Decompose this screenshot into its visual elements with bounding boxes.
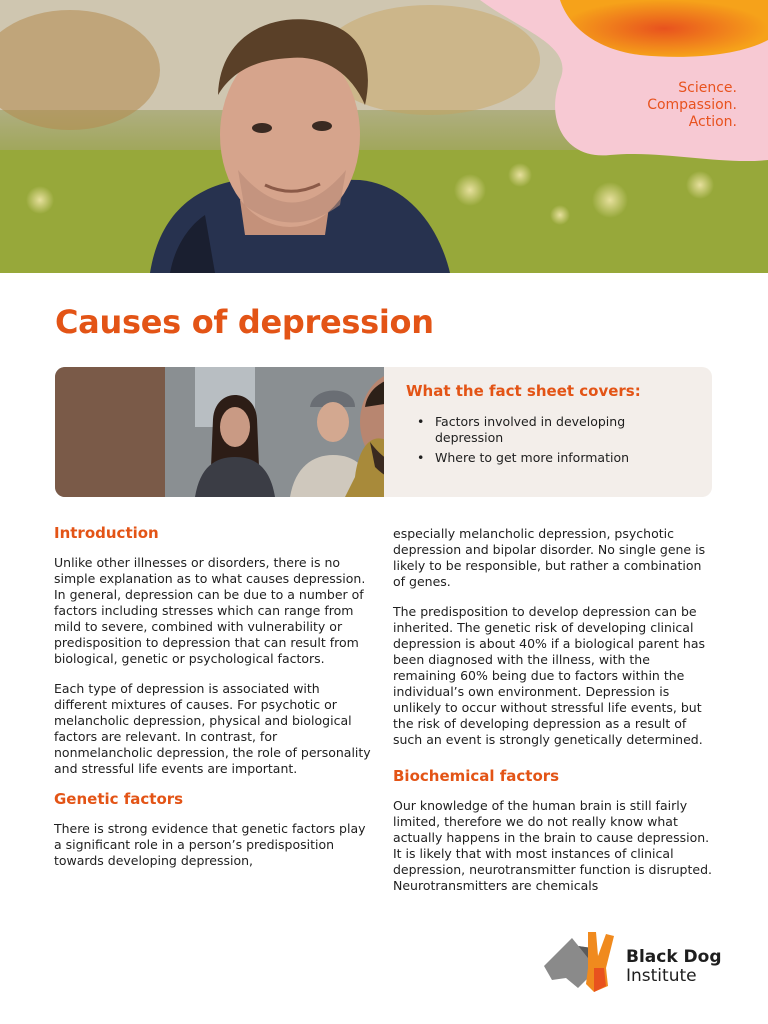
section-heading-biochemical: Biochemical factors [393,767,560,785]
list-item: • Where to get more information [417,450,677,466]
genetic-paragraph-1-start: There is strong evidence that genetic factors play a significant role in a person’s predisposition towards developing depression, [54,821,366,868]
left-column [54,525,376,883]
page-title: Causes of depression [55,303,434,341]
right-column [393,526,715,908]
tagline-line: Compassion. [647,97,737,113]
introduction-paragraph-2: Each type of depression is associated with different mixtures of causes. For psychotic or melancholic depression, physical and biological factors are relevant. In contrast, for nonmelancholic depression, the role of personality and stressful life events are important. [54,681,371,776]
logo-text [626,948,722,986]
fact-sheet-list [417,414,677,470]
tagline-line: Science. [678,80,737,96]
hero-photo [0,0,768,273]
biochemical-paragraph-1: Our knowledge of the human brain is still fairly limited, therefore we do not really know what actually happens in the brain to cause depression. It is likely that with most instances of clinical depression, neurotransmitter function is disrupted. Neurotransmitters are chemicals [393,798,712,893]
logo-line-2: Institute [626,966,697,986]
card-photo [55,367,384,497]
tagline-line: Action. [688,114,737,130]
section-heading-genetic: Genetic factors [54,790,184,808]
logo-line-1: Black Dog [626,947,722,967]
black-dog-institute-logo [542,928,722,994]
list-item: • Factors involved in developing depression [417,414,677,446]
fact-sheet-heading: What the fact sheet covers: [406,382,641,400]
genetic-paragraph-2: The predisposition to develop depression can be inherited. The genetic risk of developing clinical depression is about 40% if a biological parent has been diagnosed with the illness, with the remaining 60% being due to factors within the individual’s own environment. Depression is unlikely to occur without stressful life events, but the risk of developing depression as a result of such an event is strongly genetically determined. [393,604,705,747]
black-dog-logo-icon [542,928,622,994]
tagline [647,80,737,131]
introduction-paragraph-1: Unlike other illnesses or disorders, there is no simple explanation as to what causes depression. In general, depression can be due to a number of factors including stresses which can range from mild to severe, combined with vulnerability or predisposition to depression that can result from biological, genetic or psychological factors. [54,555,366,666]
genetic-paragraph-1-end: especially melancholic depression, psychotic depression and bipolar disorder. No single gene is likely to be responsible, but rather a combination of genes. [393,526,706,589]
hero-banner [0,0,768,273]
section-heading-introduction: Introduction [54,524,159,542]
fact-sheet-card [55,367,712,497]
